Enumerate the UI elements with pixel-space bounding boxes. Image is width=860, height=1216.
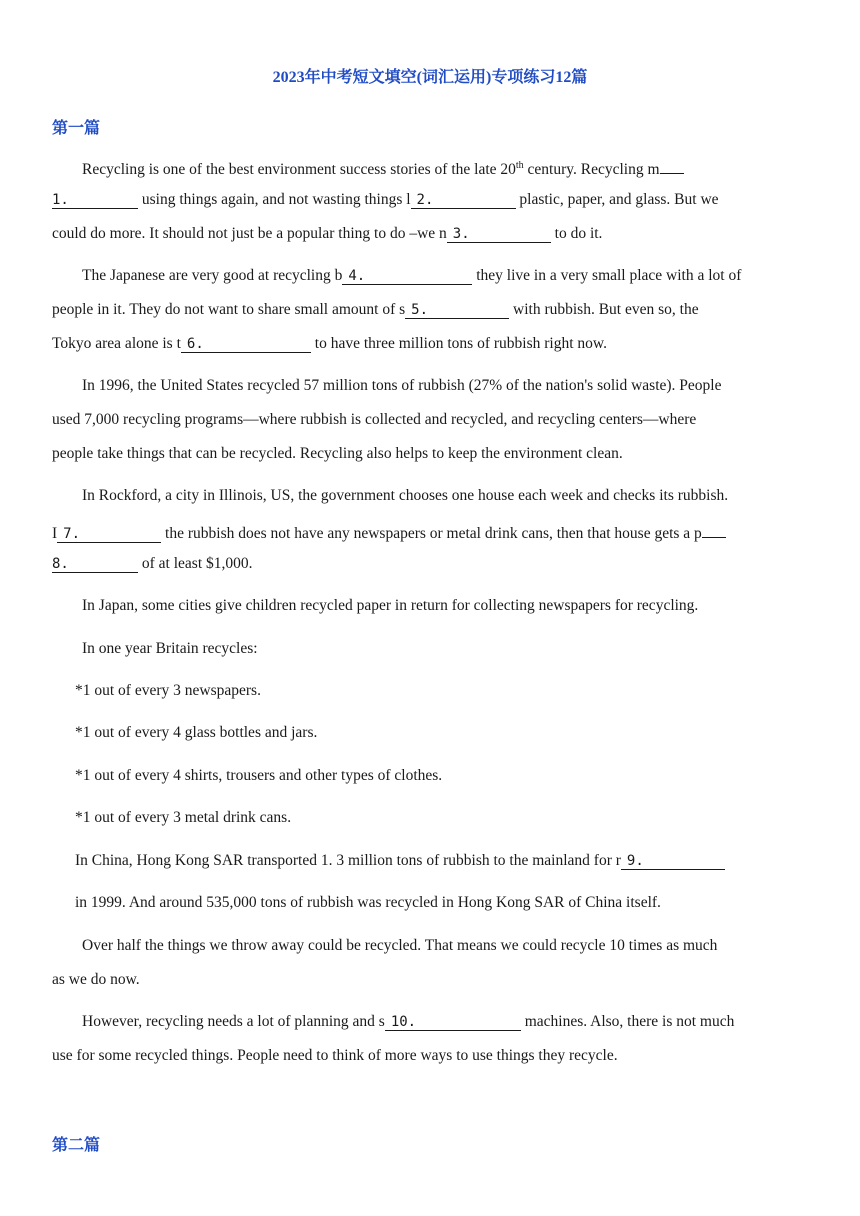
p3-line1: In 1996, the United States recycled 57 million tons of rubbish (27% of the nation's solid waste). People	[82, 377, 722, 394]
p1-text-d: plastic, paper, and glass. But we	[515, 191, 719, 208]
list-item: *1 out of every 4 glass bottles and jars.	[75, 724, 318, 741]
p2-text-a: The Japanese are very good at recycling b	[82, 267, 343, 284]
section-heading-2: 第二篇	[52, 1137, 101, 1154]
p5-line: In Japan, some cities give children recycled paper in return for collecting newspapers for recycling.	[82, 597, 699, 614]
p7-line1	[75, 852, 725, 870]
p4-text-a: I	[52, 525, 58, 542]
p8-line1: Over half the things we throw away could be recycled. That means we could recycle 10 times as much	[82, 937, 718, 954]
p2-text-b: they live in a very small place with a lot of	[472, 267, 742, 284]
p1-line2	[52, 191, 719, 209]
blank-10[interactable]: 10.	[385, 1014, 521, 1031]
blank-3[interactable]: 3.	[447, 226, 551, 243]
list-item: *1 out of every 4 shirts, trousers and other types of clothes.	[75, 767, 443, 784]
p1-text-b: century. Recycling m	[523, 161, 660, 178]
p1-text-f: to do it.	[550, 225, 603, 242]
p4-text-b: the rubbish does not have any newspapers or metal drink cans, then that house gets a p	[161, 525, 702, 542]
blank-6[interactable]: 6.	[181, 336, 311, 353]
p2-line1	[82, 267, 741, 285]
p8-line2: as we do now.	[52, 971, 140, 988]
p2-text-e: Tokyo area alone is t	[52, 335, 181, 352]
p6-line: In one year Britain recycles:	[82, 640, 258, 657]
blank-8-start[interactable]	[702, 521, 726, 538]
list-item: *1 out of every 3 newspapers.	[75, 682, 261, 699]
p4-line1: In Rockford, a city in Illinois, US, the government chooses one house each week and checks its rubbish.	[82, 487, 729, 504]
blank-8[interactable]: 8.	[52, 556, 138, 573]
p9-line2: use for some recycled things. People need to think of more ways to use things they recycle.	[52, 1047, 618, 1064]
blank-7[interactable]: 7.	[57, 526, 161, 543]
p7-line2: in 1999. And around 535,000 tons of rubbish was recycled in Hong Kong SAR of China itself.	[75, 894, 661, 911]
list-item: *1 out of every 3 metal drink cans.	[75, 809, 292, 826]
blank-1[interactable]: 1.	[52, 192, 138, 209]
p2-line2	[52, 301, 699, 319]
blank-2[interactable]: 2.	[411, 192, 516, 209]
p9-line1	[82, 1013, 734, 1031]
p2-line3	[52, 335, 607, 353]
p4-text-c: of at least $1,000.	[138, 555, 253, 572]
p2-text-d: with rubbish. But even so, the	[509, 301, 699, 318]
p3-line2: used 7,000 recycling programs—where rubbish is collected and recycled, and recycling centers—where	[52, 411, 697, 428]
p2-text-f: to have three million tons of rubbish right now.	[310, 335, 607, 352]
p1-line1	[82, 157, 684, 179]
p9-text-b: machines. Also, there is not much	[520, 1013, 735, 1030]
p7-text-a: In China, Hong Kong SAR transported 1. 3 million tons of rubbish to the mainland for r	[75, 852, 621, 869]
blank-1-start[interactable]	[660, 157, 684, 174]
p1-text-a: Recycling is one of the best environment success stories of the late 20	[82, 161, 516, 178]
blank-4[interactable]: 4.	[342, 268, 472, 285]
p1-text-e: could do more. It should not just be a popular thing to do –we n	[52, 225, 447, 242]
p4-line2	[52, 521, 726, 543]
p2-text-c: people in it. They do not want to share small amount of s	[52, 301, 406, 318]
p1-sup: th	[515, 159, 524, 171]
p1-line3	[52, 225, 602, 243]
blank-5[interactable]: 5.	[405, 302, 509, 319]
page-title: 2023年中考短文填空(词汇运用)专项练习12篇	[272, 69, 588, 86]
section-heading-1: 第一篇	[52, 120, 101, 137]
blank-9[interactable]: 9.	[621, 853, 725, 870]
p1-text-c: using things again, and not wasting things l	[138, 191, 411, 208]
p9-text-a: However, recycling needs a lot of planning and s	[82, 1013, 385, 1030]
p3-line3: people take things that can be recycled. Recycling also helps to keep the environment clean.	[52, 445, 623, 462]
p4-line3	[52, 555, 253, 573]
